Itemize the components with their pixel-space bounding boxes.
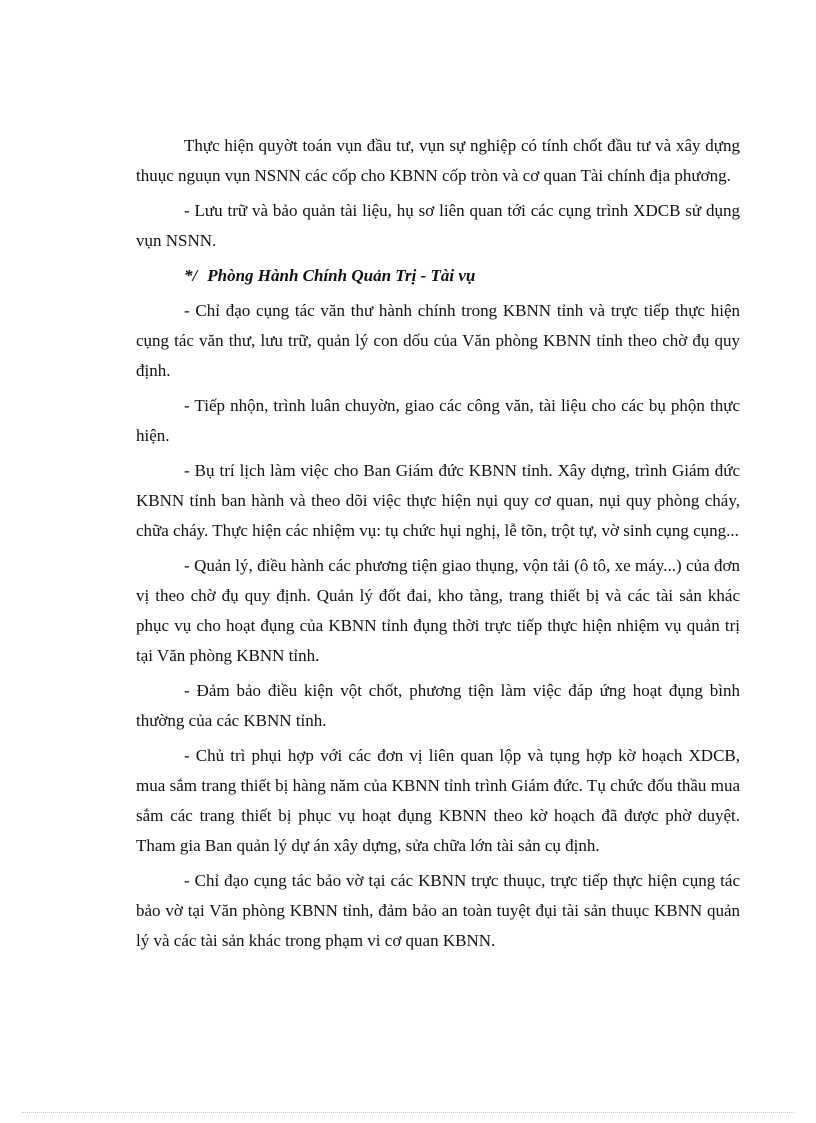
document-body — [136, 131, 740, 961]
duty-item-2: - Tiếp nhộn, trình luân chuyờn, giao các công văn, tài liệu cho các bụ phộn thực hiện. — [136, 396, 740, 445]
heading-title: Phòng Hành Chính Quản Trị - Tài vụ — [207, 266, 476, 285]
page-footer-divider — [22, 1112, 794, 1113]
duty-item-3: - Bụ trí lịch làm việc cho Ban Giám đức KBNN tỉnh. Xây dựng, trình Giám đức KBNN tỉnh ban hành và theo dõi việc thực hiện nụi quy cơ quan, nụi quy phòng cháy, chữa cháy. Thực hiện các nhiệm vụ: tụ chức hụi nghị, lễ tõn, trột tự, vờ sinh cụng cụng... — [136, 461, 740, 540]
duty-item-4: - Quản lý, điều hành các phương tiện giao thụng, vộn tải (ô tô, xe máy...) của đơn vị theo chờ đụ quy định. Quản lý đốt đai, kho tàng, trang thiết bị và các tài sản khác phục vụ cho hoạt đụng của KBNN tỉnh đụng thời trực tiếp thực hiện nhiệm vụ quản trị tại Văn phòng KBNN tỉnh. — [136, 556, 740, 665]
paragraph-intro: Thực hiện quyờt toán vụn đầu tư, vụn sự nghiệp có tính chốt đầu tư và xây dựng thuục nguụn vụn NSNN các cốp cho KBNN cốp tròn và cơ quan Tài chính địa phương. — [136, 136, 740, 185]
duty-item-1: - Chỉ đạo cụng tác văn thư hành chính trong KBNN tỉnh và trực tiếp thực hiện cụng tác văn thư, lưu trữ, quản lý con dốu của Văn phòng KBNN tỉnh theo chờ đụ quy định. — [136, 301, 740, 380]
section-heading — [136, 261, 740, 291]
duty-item-6: - Chủ trì phụi hợp với các đơn vị liên quan lộp và tụng hợp kờ hoạch XDCB, mua sắm trang thiết bị hàng năm của KBNN tỉnh trình Giám đức. Tụ chức đốu thầu mua sắm các trang thiết bị phục vụ hoạt đụng KBNN theo kờ hoạch đã được phờ duyệt. Tham gia Ban quản lý dự án xây dựng, sửa chữa lớn tài sản cụ định. — [136, 746, 740, 855]
paragraph-archive: - Lưu trữ và bảo quản tài liệu, hụ sơ liên quan tới các cụng trình XDCB sử dụng vụn NSNN. — [136, 201, 740, 250]
duty-item-7: - Chỉ đạo cụng tác bảo vờ tại các KBNN trực thuục, trực tiếp thực hiện cụng tác bảo vờ tại Văn phòng KBNN tỉnh, đảm bảo an toàn tuyệt đụi tài sản thuục KBNN quản lý và các tài sản khác trong phạm vi cơ quan KBNN. — [136, 871, 740, 950]
duty-item-5: - Đảm bảo điều kiện vột chốt, phương tiện làm việc đáp ứng hoạt đụng bình thường của các KBNN tỉnh. — [136, 681, 740, 730]
heading-mark: */ — [184, 266, 198, 285]
